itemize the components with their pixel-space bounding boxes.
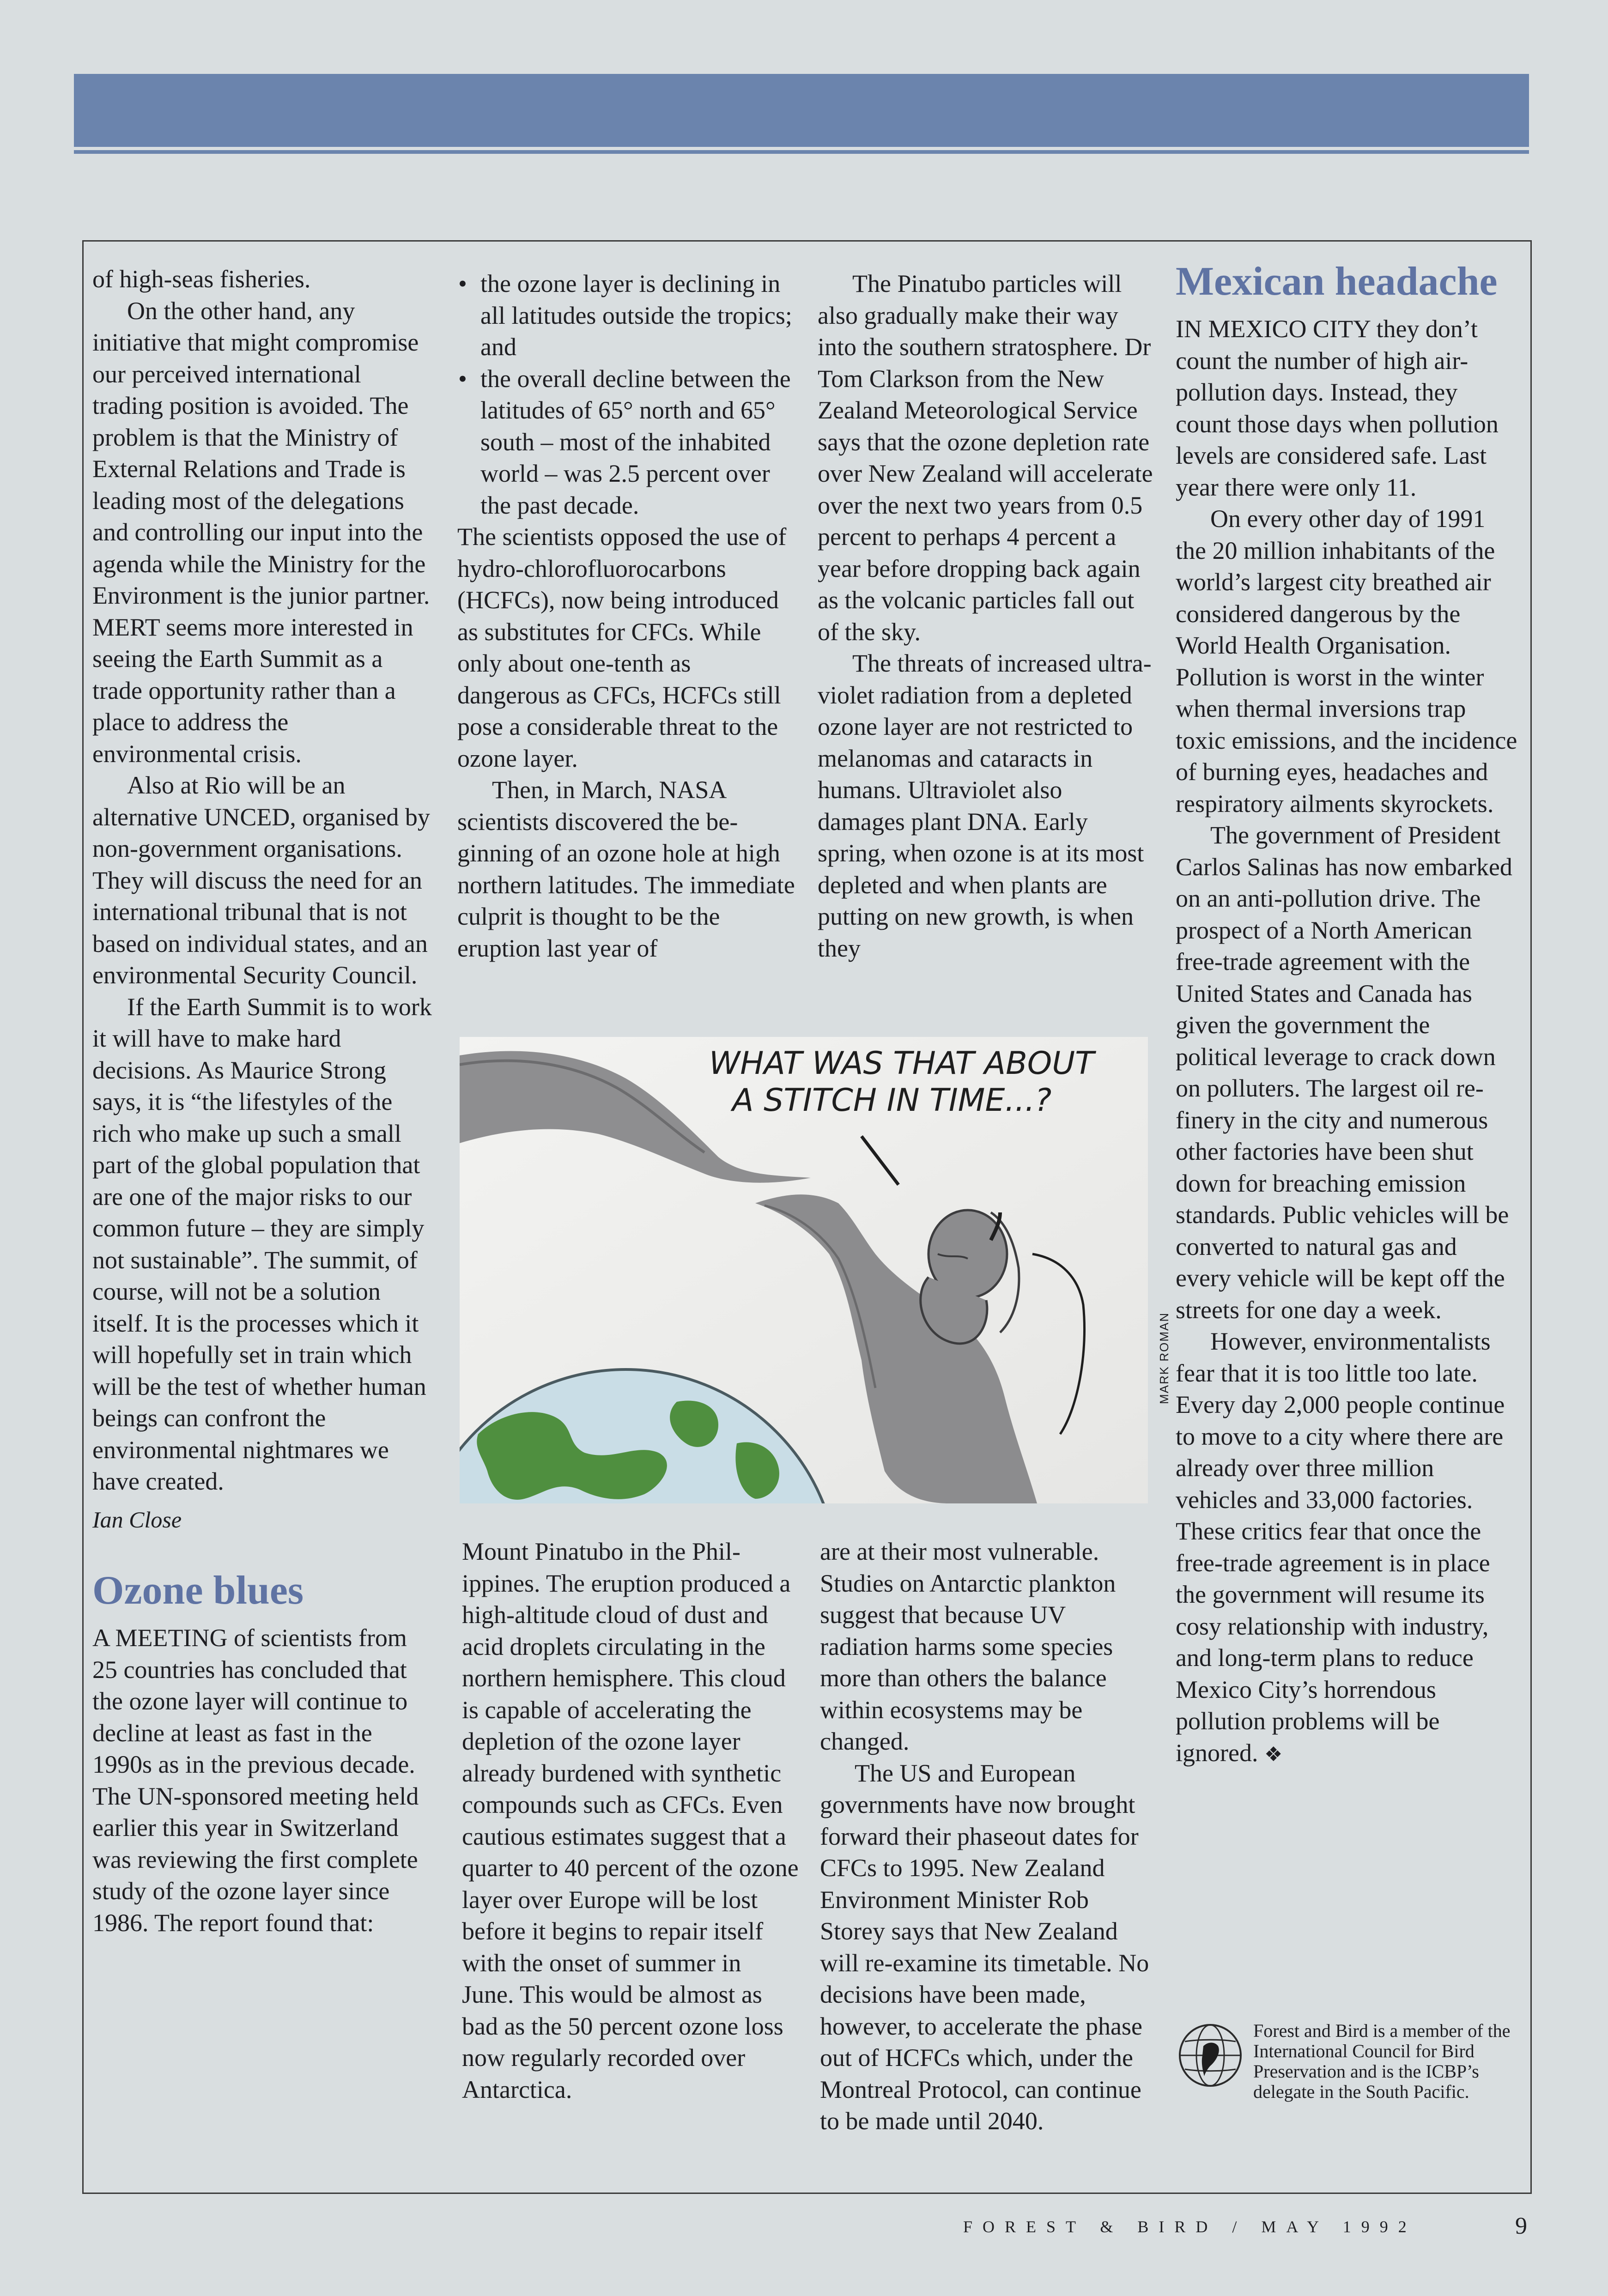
icbp-note-text: Forest and Bird is a member of the International Council for Bird Preservation and is the ICBP’s delegate in the South Pacific. xyxy=(1253,2020,1511,2102)
header-rule xyxy=(74,150,1529,154)
finding-2-text: the overall decline between the latitudes of 65° north and 65° south – most of the inhabited world – was 2.5 percent over the past decade. xyxy=(480,364,791,519)
finding-1-text: the ozone layer is declining in all latitudes outside the tropics; and xyxy=(480,270,792,361)
ozone-blues-heading: Ozone blues xyxy=(92,1568,304,1613)
findings-list xyxy=(457,268,797,521)
col3-lower-para-1: are at their most vulnerable. Studies on Antarctic plankton suggest that because UV radiation harms some species more than others the balance within ecosystems may be changed. xyxy=(820,1538,1116,1755)
col1-para-1: of high-seas fisheries. xyxy=(92,265,311,293)
cartoon-caption-line-1: WHAT WAS THAT ABOUT xyxy=(709,1045,1094,1082)
col4-para-2: On every other day of 1991 the 20 million inhabitants of the world’s largest city breathed air considered dangerous by the World Health Organisation. Pollution is worst in the winter when thermal inversions trap toxic emissions, and the incidence of burning eyes, headaches and respiratory ailments skyrockets. xyxy=(1176,505,1517,818)
finding-1 xyxy=(457,268,797,363)
col3-lower-para-2: The US and European governments have now brought forward their phaseout dates for CFCs to 1995. New Zealand Environment Minister Rob Storey says that New Zealand will re-examine its timetable. No decisions have been made, however, to accelerate the phase out of HCFCs which, under the Montreal Protocol, can continue to be made until 2040. xyxy=(820,1759,1149,2135)
mexican-headache-heading: Mexican headache xyxy=(1176,259,1498,304)
col4-para-3: The government of President Carlos Salinas has now embarked on an anti-pollution drive. The prospect of a North American free-trade agreement with the United States and Canada has given the government the political leverage to crack down on polluters. The largest oil refinery in the city and numerous other factories have been shut down for breaching emission standards. Public vehicles will be converted to natural gas and every vehicle will be kept off the streets for one day a week. xyxy=(1176,821,1512,1324)
col1-para-4: If the Earth Summit is to work it will have to make hard decisions. As Maurice Strong says, it is “the lifestyles of the rich who make up such a small part of the global population that are one of the major risks to our common future – they are simply not sustainable”. The summit, of course, will not be a solution itself. It is the processes which it will hopefully set in train which will be the test of whether human beings can confront the environmental nightmares we have created. xyxy=(92,993,432,1495)
icbp-note xyxy=(1176,2021,1517,2102)
col2-lower-para: Mount Pinatubo in the Philippines. The eruption produced a high-altitude cloud of dust and acid droplets circulating in the northern hemisphere. This cloud is capable of accelerating the depletion of the ozone layer already burdened with synthetic compounds such as CFCs. Even cautious estimates suggest that a quarter to 40 percent of the ozone layer over Europe will be lost before it begins to repair itself with the onset of summer in June. This would be almost as bad as the 50 percent ozone loss now regularly recorded over Antarctica. xyxy=(462,1538,799,2103)
column-4 xyxy=(1176,259,1517,1770)
finding-2 xyxy=(457,363,797,521)
bullet-icon: • xyxy=(458,364,467,393)
column-3-bottom xyxy=(820,1536,1157,2137)
icbp-globe-bird-icon xyxy=(1176,2021,1245,2090)
col4-para-4 xyxy=(1176,1326,1517,1770)
cartoon-caption-line-2: A STITCH IN TIME...? xyxy=(732,1082,1052,1119)
column-3-top xyxy=(818,268,1155,964)
col1-para-3: Also at Rio will be an alternative UNCED, organised by non-government organisations. They will discuss the need for an international tribunal that is not based on individual states, and an environmental Security Council. xyxy=(92,771,430,989)
column-2-bottom xyxy=(462,1536,799,2105)
end-mark-icon: ❖ xyxy=(1264,1743,1283,1766)
cartoon-credit: MARK ROMAN xyxy=(1157,1312,1171,1404)
column-2-top xyxy=(457,268,797,964)
header-color-band xyxy=(74,74,1529,147)
col2-para-1: The scientists opposed the use of hydro-chlorofluorocarbons (HCFCs), now being introduced as substitutes for CFCs. While only about one-tenth as dangerous as CFCs, HCFCs still pose a considerable threat to the ozone layer. xyxy=(457,523,787,772)
col3-para-1: The Pinatubo particles will also gradually make their way into the southern stratosphere. Dr Tom Clarkson from the New Zealand Meteorological Service says that the ozone depletion rate over New Zealand will accelerate over the next two years from 0.5 percent to perhaps 4 percent a year before dropping back again as the volcanic particles fall out of the sky. xyxy=(818,270,1153,646)
col2-para-2: Then, in March, NASA scientists discovered the beginning of an ozone hole at high northern latitudes. The immediate culprit is thought to be the eruption last year of xyxy=(457,776,795,962)
column-1 xyxy=(92,263,434,1939)
cartoon-illustration xyxy=(460,1037,1148,1503)
col4-para-4-text: However, environmentalists fear that it is too little too late. Every day 2,000 people continue to move to a city where there are already over three million vehicles and 33,000 factories. These critics fear that once the free-trade agreement is in place the government will resume its cosy relationship with industry, and long-term plans to reduce Mexico City’s horrendous pollution problems will be ignored. xyxy=(1176,1327,1505,1767)
col1-para-2: On the other hand, any initiative that might compromise our perceived international trading position is avoided. The problem is that the Ministry of External Relations and Trade is leading most of the delegations and controlling our input into the agenda while the Ministry for the Environment is the junior partner. MERT seems more interested in seeing the Earth Summit as a trade opportunity rather than a place to address the environmental crisis. xyxy=(92,297,430,768)
bullet-icon: • xyxy=(458,270,467,297)
cartoon-drawing xyxy=(460,1037,1148,1503)
author-byline: Ian Close xyxy=(92,1506,182,1533)
page-number: 9 xyxy=(1515,2213,1527,2239)
col3-para-2: The threats of increased ultra-violet radiation from a depleted ozone layer are not restricted to melanomas and cataracts in humans. Ultraviolet also damages plant DNA. Early spring, when ozone is at its most depleted and when plants are putting on new growth, is when they xyxy=(818,649,1152,962)
publication-footer: FOREST & BIRD / MAY 1992 xyxy=(963,2217,1417,2236)
ozone-intro-para: A MEETING of scientists from 25 countries has concluded that the ozone layer will continue to decline at least as fast in the 1990s as in the previous decade. The UN-sponsored meeting held earlier this year in Switzerland was reviewing the first complete study of the ozone layer since 1986. The report found that: xyxy=(92,1624,419,1937)
col4-para-1: IN MEXICO CITY they don’t count the number of high air-pollution days. Instead, they count those days when pollution levels are considered safe. Last year there were only 11. xyxy=(1176,315,1499,501)
